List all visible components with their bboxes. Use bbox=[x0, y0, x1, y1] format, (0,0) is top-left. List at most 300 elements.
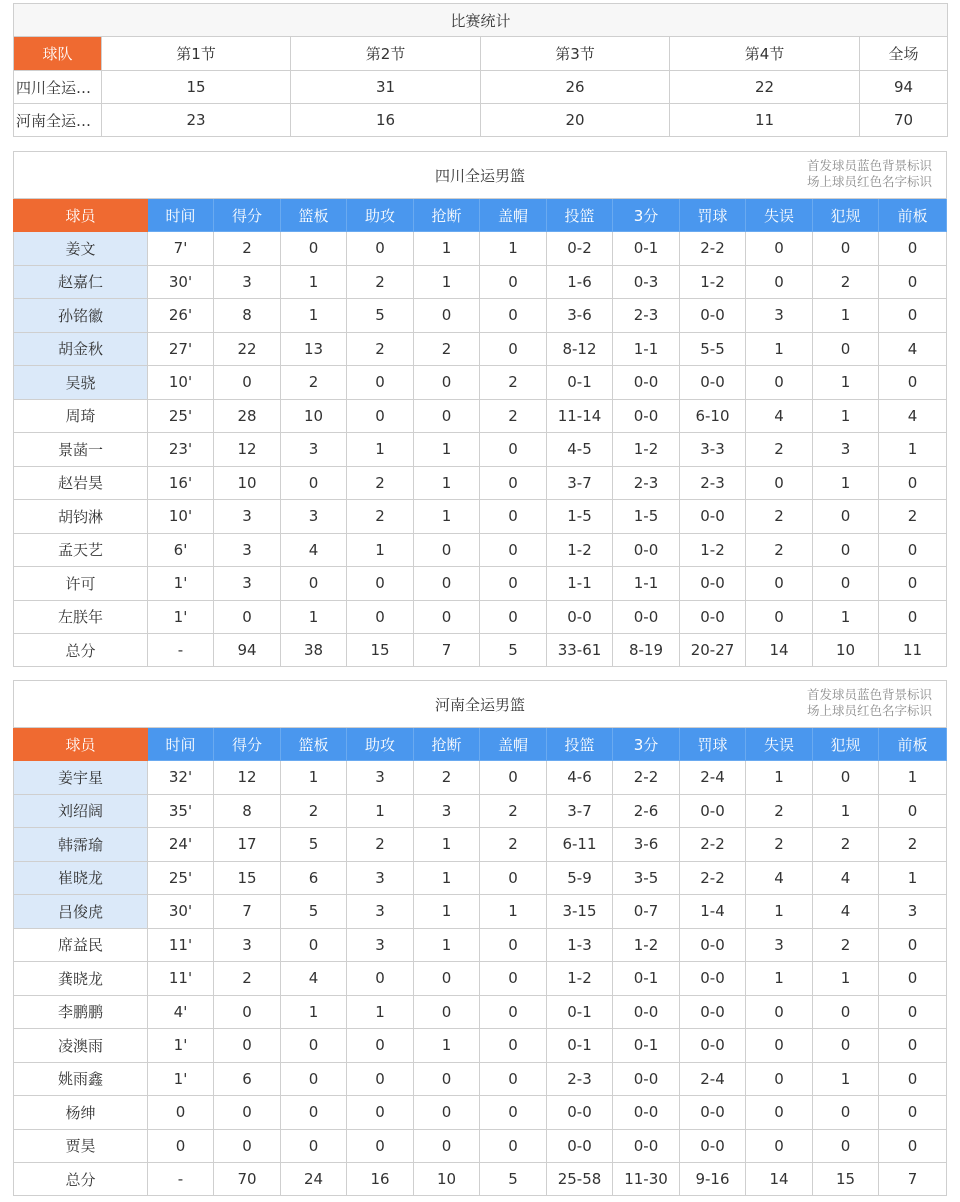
stat-cell: 1-2 bbox=[613, 928, 680, 962]
stat-cell: 0 bbox=[214, 1096, 281, 1130]
stat-cell: 3 bbox=[281, 433, 347, 467]
stat-cell: 30' bbox=[148, 895, 214, 929]
stat-cell: 0 bbox=[879, 995, 947, 1029]
stat-cell: 0 bbox=[414, 299, 480, 333]
player-name[interactable]: 孙铭徽 bbox=[14, 299, 148, 333]
stat-cell: 1 bbox=[879, 761, 947, 795]
column-header[interactable]: 抢断 bbox=[414, 728, 480, 761]
stat-cell: 0 bbox=[214, 1129, 281, 1163]
stat-cell: 4' bbox=[148, 995, 214, 1029]
player-row bbox=[14, 600, 947, 634]
stat-cell: 6-10 bbox=[680, 399, 746, 433]
column-header[interactable]: 3分 bbox=[613, 728, 680, 761]
player-row bbox=[14, 299, 947, 333]
column-header[interactable]: 前板 bbox=[879, 728, 947, 761]
stat-cell: 0 bbox=[879, 567, 947, 601]
team-rows bbox=[14, 199, 947, 667]
player-name[interactable]: 贾昊 bbox=[14, 1129, 148, 1163]
stat-cell: 2-2 bbox=[680, 232, 746, 266]
stat-cell: 0 bbox=[480, 332, 547, 366]
stat-cell: 0-1 bbox=[613, 962, 680, 996]
total-cell: 7 bbox=[414, 634, 480, 667]
summary-header-q1: 第1节 bbox=[102, 37, 291, 71]
player-name[interactable]: 姜文 bbox=[14, 232, 148, 266]
stat-cell: 28 bbox=[214, 399, 281, 433]
stat-cell: 1 bbox=[414, 466, 480, 500]
stat-cell: 0 bbox=[746, 1129, 813, 1163]
stat-cell: 7' bbox=[148, 232, 214, 266]
stat-cell: 3 bbox=[214, 567, 281, 601]
stat-cell: 2 bbox=[480, 366, 547, 400]
team-title: 四川全运男篮 bbox=[435, 166, 526, 185]
total-cell: 10 bbox=[414, 1163, 480, 1196]
stat-cell: 0 bbox=[281, 466, 347, 500]
stat-cell: 0 bbox=[813, 1096, 879, 1130]
player-name[interactable]: 刘绍阔 bbox=[14, 794, 148, 828]
stat-cell: 23' bbox=[148, 433, 214, 467]
stat-cell: 0 bbox=[746, 232, 813, 266]
stat-cell: 0-0 bbox=[613, 995, 680, 1029]
stat-cell: 1 bbox=[414, 232, 480, 266]
stat-cell: 1 bbox=[480, 232, 547, 266]
column-header[interactable]: 3分 bbox=[613, 199, 680, 232]
player-name[interactable]: 赵岩昊 bbox=[14, 466, 148, 500]
stat-cell: 0 bbox=[414, 600, 480, 634]
stat-cell: 2-4 bbox=[680, 1062, 746, 1096]
stat-cell: 1 bbox=[414, 433, 480, 467]
player-name[interactable]: 姚雨鑫 bbox=[14, 1062, 148, 1096]
team-caption-cell bbox=[14, 152, 947, 199]
stat-cell: 35' bbox=[148, 794, 214, 828]
stat-cell: 3 bbox=[214, 265, 281, 299]
stat-cell: 1 bbox=[414, 500, 480, 534]
stat-cell: 0-0 bbox=[613, 600, 680, 634]
stat-cell: 0 bbox=[879, 299, 947, 333]
stat-cell: 2 bbox=[347, 500, 414, 534]
stat-cell: 15 bbox=[214, 861, 281, 895]
stat-cell: 1 bbox=[746, 962, 813, 996]
stat-cell: 0-0 bbox=[680, 567, 746, 601]
player-name[interactable]: 崔晓龙 bbox=[14, 861, 148, 895]
stat-cell: 0 bbox=[480, 1029, 547, 1063]
stat-cell: 2-3 bbox=[680, 466, 746, 500]
stat-cell: 0 bbox=[480, 1062, 547, 1096]
stat-cell: 1 bbox=[281, 600, 347, 634]
stat-cell: 3-6 bbox=[547, 299, 613, 333]
stat-cell: 0 bbox=[746, 1062, 813, 1096]
stat-cell: 1 bbox=[414, 265, 480, 299]
stat-cell: 2-6 bbox=[613, 794, 680, 828]
stat-cell: 1' bbox=[148, 567, 214, 601]
stat-cell: 0 bbox=[414, 533, 480, 567]
stat-cell: 3 bbox=[214, 533, 281, 567]
total-cell: 9-16 bbox=[680, 1163, 746, 1196]
stat-cell: 0 bbox=[813, 1129, 879, 1163]
stat-cell: 11' bbox=[148, 928, 214, 962]
stat-cell: 4 bbox=[879, 399, 947, 433]
column-header[interactable]: 球员 bbox=[14, 728, 148, 761]
stat-cell: 0-0 bbox=[547, 1096, 613, 1130]
player-row bbox=[14, 761, 947, 795]
stat-cell: 0-0 bbox=[680, 299, 746, 333]
stat-cell: 0 bbox=[347, 1129, 414, 1163]
stat-cell: 0 bbox=[746, 366, 813, 400]
player-row bbox=[14, 265, 947, 299]
player-name[interactable]: 杨绅 bbox=[14, 1096, 148, 1130]
player-row bbox=[14, 567, 947, 601]
stat-cell: 4-5 bbox=[547, 433, 613, 467]
total-cell: 10 bbox=[813, 634, 879, 667]
stat-cell: 3 bbox=[347, 895, 414, 929]
stat-cell: 0-0 bbox=[613, 1062, 680, 1096]
stat-cell: 0 bbox=[148, 1096, 214, 1130]
stat-cell: 0 bbox=[480, 1096, 547, 1130]
stat-cell: 3 bbox=[214, 928, 281, 962]
column-header-row bbox=[14, 199, 947, 232]
stat-cell: 0 bbox=[214, 600, 281, 634]
column-header[interactable]: 球员 bbox=[14, 199, 148, 232]
totals-row bbox=[14, 1163, 947, 1196]
player-row bbox=[14, 995, 947, 1029]
team-caption-cell bbox=[14, 681, 947, 728]
column-header[interactable]: 犯规 bbox=[813, 199, 879, 232]
player-row bbox=[14, 533, 947, 567]
stat-cell: 11' bbox=[148, 962, 214, 996]
legend bbox=[807, 158, 932, 190]
stat-cell: 4 bbox=[813, 861, 879, 895]
stat-cell: 3 bbox=[414, 794, 480, 828]
stat-cell: 24' bbox=[148, 828, 214, 862]
stat-cell: 1 bbox=[813, 399, 879, 433]
stat-cell: 1 bbox=[347, 533, 414, 567]
stat-cell: 0 bbox=[281, 1096, 347, 1130]
stat-cell: 0-0 bbox=[680, 995, 746, 1029]
player-name[interactable]: 许可 bbox=[14, 567, 148, 601]
player-row bbox=[14, 232, 947, 266]
stat-cell: 2 bbox=[813, 265, 879, 299]
stat-cell: 1 bbox=[813, 794, 879, 828]
stat-cell: 3-6 bbox=[613, 828, 680, 862]
stat-cell: 2 bbox=[480, 828, 547, 862]
summary-header-team: 球队 bbox=[14, 37, 102, 71]
player-row bbox=[14, 1096, 947, 1130]
stat-cell: 2-3 bbox=[613, 466, 680, 500]
stat-cell: 0 bbox=[414, 1129, 480, 1163]
stat-cell: 0-0 bbox=[613, 1096, 680, 1130]
stat-cell: 1 bbox=[746, 332, 813, 366]
player-row bbox=[14, 466, 947, 500]
column-header[interactable]: 犯规 bbox=[813, 728, 879, 761]
stat-cell: 0 bbox=[746, 995, 813, 1029]
total-cell: 5 bbox=[480, 1163, 547, 1196]
stat-cell: 2-4 bbox=[680, 761, 746, 795]
stat-cell: 8 bbox=[214, 299, 281, 333]
stat-cell: 0 bbox=[281, 1129, 347, 1163]
stat-cell: 0 bbox=[480, 466, 547, 500]
player-row bbox=[14, 794, 947, 828]
stat-cell: 0 bbox=[879, 928, 947, 962]
stat-cell: 0-0 bbox=[613, 1129, 680, 1163]
stat-cell: 1-2 bbox=[547, 962, 613, 996]
stat-cell: 0-0 bbox=[680, 1129, 746, 1163]
stat-cell: 2 bbox=[746, 794, 813, 828]
summary-q3-score: 20 bbox=[481, 104, 670, 137]
total-cell: 14 bbox=[746, 1163, 813, 1196]
summary-header-total: 全场 bbox=[860, 37, 948, 71]
column-header[interactable]: 篮板 bbox=[281, 199, 347, 232]
column-header[interactable]: 抢断 bbox=[414, 199, 480, 232]
player-name[interactable]: 吴骁 bbox=[14, 366, 148, 400]
stat-cell: 0 bbox=[281, 928, 347, 962]
summary-q4-score: 22 bbox=[670, 71, 860, 104]
stat-cell: 4 bbox=[879, 332, 947, 366]
stat-cell: 0-0 bbox=[680, 1096, 746, 1130]
player-row bbox=[14, 500, 947, 534]
player-name[interactable]: 周琦 bbox=[14, 399, 148, 433]
stat-cell: 0 bbox=[347, 600, 414, 634]
column-header[interactable]: 罚球 bbox=[680, 199, 746, 232]
stat-cell: 1 bbox=[813, 600, 879, 634]
stat-cell: 1-1 bbox=[613, 567, 680, 601]
player-row bbox=[14, 828, 947, 862]
column-header[interactable]: 前板 bbox=[879, 199, 947, 232]
stat-cell: 0 bbox=[281, 1029, 347, 1063]
stat-cell: 0 bbox=[879, 600, 947, 634]
total-cell: 14 bbox=[746, 634, 813, 667]
player-row bbox=[14, 962, 947, 996]
stat-cell: 4 bbox=[813, 895, 879, 929]
total-cell: 7 bbox=[879, 1163, 947, 1196]
player-name[interactable]: 龚晓龙 bbox=[14, 962, 148, 996]
stat-cell: 2 bbox=[746, 533, 813, 567]
stat-cell: 0-0 bbox=[680, 928, 746, 962]
stat-cell: 2 bbox=[347, 828, 414, 862]
summary-team-name[interactable]: 四川全运… bbox=[14, 71, 102, 104]
stat-cell: 13 bbox=[281, 332, 347, 366]
stat-cell: 1-2 bbox=[680, 265, 746, 299]
total-cell: - bbox=[148, 1163, 214, 1196]
player-name[interactable]: 胡金秋 bbox=[14, 332, 148, 366]
stat-cell: 3 bbox=[813, 433, 879, 467]
stat-cell: 2-2 bbox=[613, 761, 680, 795]
player-row bbox=[14, 366, 947, 400]
stat-cell: 2 bbox=[281, 794, 347, 828]
stat-cell: 1 bbox=[281, 265, 347, 299]
player-name[interactable]: 凌澳雨 bbox=[14, 1029, 148, 1063]
stat-cell: 2 bbox=[414, 332, 480, 366]
stat-cell: 1 bbox=[746, 895, 813, 929]
player-row bbox=[14, 332, 947, 366]
stat-cell: 2-3 bbox=[613, 299, 680, 333]
stat-cell: 0 bbox=[480, 265, 547, 299]
column-header-row bbox=[14, 728, 947, 761]
stat-cell: 0-0 bbox=[680, 600, 746, 634]
stat-cell: 3-7 bbox=[547, 466, 613, 500]
stat-cell: 0-0 bbox=[680, 500, 746, 534]
stat-cell: 0 bbox=[347, 232, 414, 266]
stat-cell: 2-3 bbox=[547, 1062, 613, 1096]
stat-cell: 12 bbox=[214, 433, 281, 467]
stat-cell: 2 bbox=[347, 332, 414, 366]
stat-cell: 0-2 bbox=[547, 232, 613, 266]
stat-cell: 1' bbox=[148, 600, 214, 634]
summary-header-q2: 第2节 bbox=[291, 37, 481, 71]
stat-cell: 3 bbox=[879, 895, 947, 929]
stat-cell: 16' bbox=[148, 466, 214, 500]
stat-cell: 0 bbox=[347, 567, 414, 601]
stat-cell: 0-1 bbox=[613, 1029, 680, 1063]
player-row bbox=[14, 861, 947, 895]
player-name[interactable]: 姜宇星 bbox=[14, 761, 148, 795]
stat-cell: 0 bbox=[813, 567, 879, 601]
stat-cell: 0 bbox=[879, 962, 947, 996]
stat-cell: 0 bbox=[813, 533, 879, 567]
column-header[interactable]: 时间 bbox=[148, 199, 214, 232]
total-cell: 70 bbox=[214, 1163, 281, 1196]
player-name[interactable]: 胡钧淋 bbox=[14, 500, 148, 534]
stat-cell: 0 bbox=[813, 1029, 879, 1063]
column-header[interactable]: 得分 bbox=[214, 728, 281, 761]
stat-cell: 0 bbox=[414, 399, 480, 433]
stat-cell: 0-0 bbox=[547, 600, 613, 634]
stat-cell: 0 bbox=[347, 1062, 414, 1096]
stat-cell: 0 bbox=[148, 1129, 214, 1163]
total-cell: 11-30 bbox=[613, 1163, 680, 1196]
total-cell: 5 bbox=[480, 634, 547, 667]
stat-cell: 2 bbox=[879, 500, 947, 534]
stat-cell: 0 bbox=[480, 1129, 547, 1163]
stat-cell: 0 bbox=[480, 299, 547, 333]
player-name[interactable]: 左朕年 bbox=[14, 600, 148, 634]
summary-q1-score: 23 bbox=[102, 104, 291, 137]
team-title: 河南全运男篮 bbox=[435, 695, 526, 714]
stat-cell: 5 bbox=[281, 828, 347, 862]
stat-cell: 1' bbox=[148, 1062, 214, 1096]
stat-cell: 2 bbox=[813, 928, 879, 962]
total-cell: 15 bbox=[347, 634, 414, 667]
stat-cell: 2-2 bbox=[680, 861, 746, 895]
column-header[interactable]: 得分 bbox=[214, 199, 281, 232]
summary-q1-score: 15 bbox=[102, 71, 291, 104]
player-name[interactable]: 景菡一 bbox=[14, 433, 148, 467]
stat-cell: 12 bbox=[214, 761, 281, 795]
stat-cell: 10 bbox=[214, 466, 281, 500]
stat-cell: 1-4 bbox=[680, 895, 746, 929]
summary-q4-score: 11 bbox=[670, 104, 860, 137]
stat-cell: 4 bbox=[746, 399, 813, 433]
stat-cell: 1 bbox=[746, 761, 813, 795]
column-header[interactable]: 投篮 bbox=[547, 199, 613, 232]
stat-cell: 3 bbox=[281, 500, 347, 534]
summary-total-score: 70 bbox=[860, 104, 948, 137]
stat-cell: 0 bbox=[879, 1062, 947, 1096]
player-row bbox=[14, 433, 947, 467]
player-name[interactable]: 韩霈瑜 bbox=[14, 828, 148, 862]
total-cell: 38 bbox=[281, 634, 347, 667]
column-header[interactable]: 盖帽 bbox=[480, 199, 547, 232]
stat-cell: 0 bbox=[879, 794, 947, 828]
summary-total-score: 94 bbox=[860, 71, 948, 104]
stat-cell: 0 bbox=[746, 466, 813, 500]
stat-cell: 0 bbox=[879, 265, 947, 299]
totals-label: 总分 bbox=[14, 634, 148, 667]
stat-cell: 1 bbox=[813, 466, 879, 500]
column-header[interactable]: 时间 bbox=[148, 728, 214, 761]
stat-cell: 26' bbox=[148, 299, 214, 333]
stat-cell: 3-5 bbox=[613, 861, 680, 895]
stat-cell: 0 bbox=[746, 567, 813, 601]
player-name[interactable]: 赵嘉仁 bbox=[14, 265, 148, 299]
summary-team-name[interactable]: 河南全运… bbox=[14, 104, 102, 137]
stat-cell: 10' bbox=[148, 500, 214, 534]
stat-cell: 10 bbox=[281, 399, 347, 433]
column-header[interactable]: 盖帽 bbox=[480, 728, 547, 761]
stat-cell: 0-0 bbox=[613, 399, 680, 433]
player-name[interactable]: 吕俊虎 bbox=[14, 895, 148, 929]
stat-cell: 0 bbox=[414, 366, 480, 400]
stat-cell: 0 bbox=[214, 1029, 281, 1063]
stat-cell: 1 bbox=[813, 962, 879, 996]
stat-cell: 2 bbox=[480, 399, 547, 433]
player-name[interactable]: 席益民 bbox=[14, 928, 148, 962]
stat-cell: 0 bbox=[813, 761, 879, 795]
stat-cell: 1-2 bbox=[613, 433, 680, 467]
stat-cell: 0 bbox=[414, 567, 480, 601]
team-caption-row bbox=[14, 681, 947, 728]
column-header[interactable]: 篮板 bbox=[281, 728, 347, 761]
column-header[interactable]: 失误 bbox=[746, 728, 813, 761]
stat-cell: 2 bbox=[813, 828, 879, 862]
stat-cell: 2-2 bbox=[680, 828, 746, 862]
stat-cell: 1-1 bbox=[613, 332, 680, 366]
summary-header-q3: 第3节 bbox=[481, 37, 670, 71]
summary-q2-score: 16 bbox=[291, 104, 481, 137]
stat-cell: 0 bbox=[480, 962, 547, 996]
stat-cell: 1 bbox=[414, 828, 480, 862]
stat-cell: 3-7 bbox=[547, 794, 613, 828]
stat-cell: 0 bbox=[281, 232, 347, 266]
column-header[interactable]: 投篮 bbox=[547, 728, 613, 761]
stat-cell: 0 bbox=[480, 761, 547, 795]
stat-cell: 2 bbox=[214, 232, 281, 266]
total-cell: 15 bbox=[813, 1163, 879, 1196]
stat-cell: 6' bbox=[148, 533, 214, 567]
column-header[interactable]: 罚球 bbox=[680, 728, 746, 761]
column-header[interactable]: 助攻 bbox=[347, 199, 414, 232]
total-cell: 33-61 bbox=[547, 634, 613, 667]
stat-cell: 27' bbox=[148, 332, 214, 366]
column-header[interactable]: 失误 bbox=[746, 199, 813, 232]
stat-cell: 0-0 bbox=[680, 962, 746, 996]
stat-cell: 2 bbox=[746, 433, 813, 467]
stat-cell: 3-3 bbox=[680, 433, 746, 467]
stat-cell: 4 bbox=[281, 962, 347, 996]
stat-cell: 1 bbox=[281, 995, 347, 1029]
total-cell: 11 bbox=[879, 634, 947, 667]
stat-cell: 3 bbox=[347, 761, 414, 795]
stat-cell: 8-12 bbox=[547, 332, 613, 366]
stat-cell: 2 bbox=[347, 466, 414, 500]
column-header[interactable]: 助攻 bbox=[347, 728, 414, 761]
stat-cell: 4-6 bbox=[547, 761, 613, 795]
stat-cell: 5-9 bbox=[547, 861, 613, 895]
stat-cell: 0 bbox=[480, 861, 547, 895]
stat-cell: 1 bbox=[879, 861, 947, 895]
stat-cell: 3 bbox=[746, 928, 813, 962]
player-name[interactable]: 李鹏鹏 bbox=[14, 995, 148, 1029]
stat-cell: 5-5 bbox=[680, 332, 746, 366]
player-name[interactable]: 孟天艺 bbox=[14, 533, 148, 567]
